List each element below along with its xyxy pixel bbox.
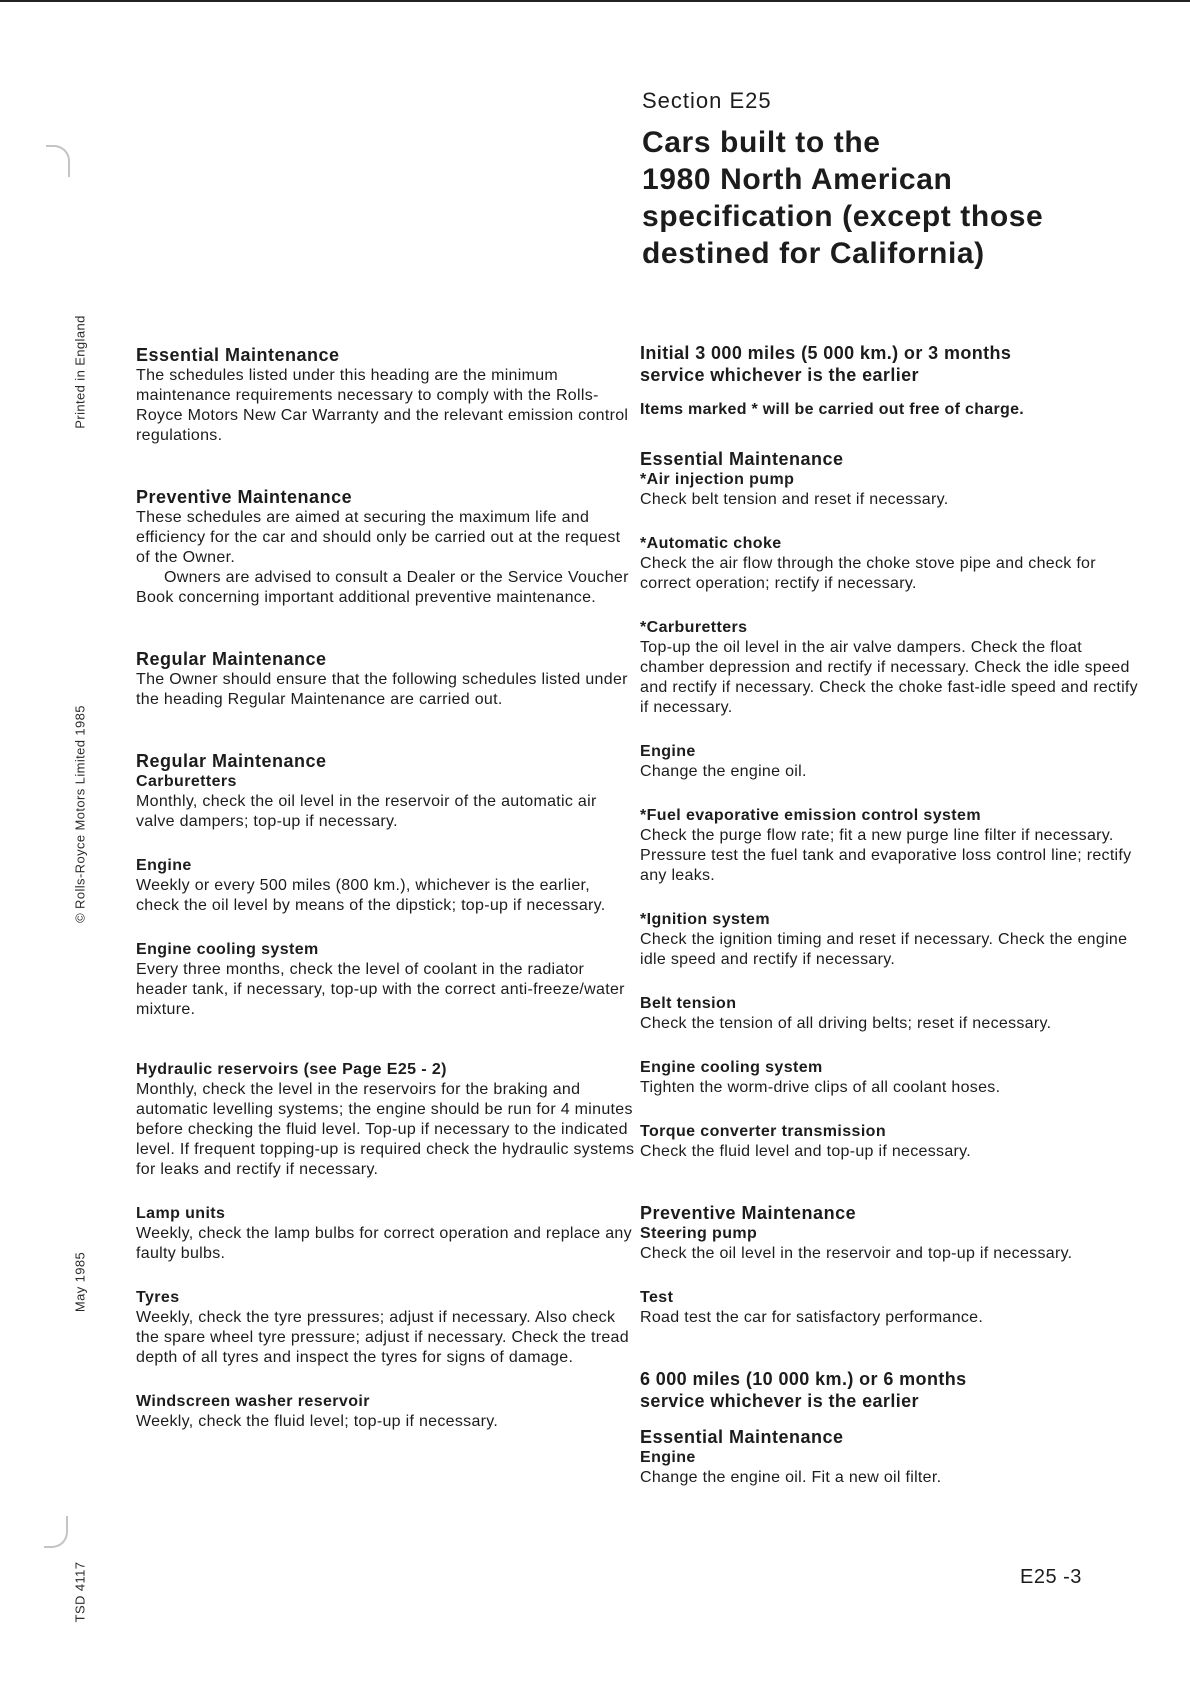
maintenance-item	[640, 618, 1140, 718]
item-title: Engine	[640, 743, 696, 760]
maintenance-item	[640, 1058, 1140, 1098]
item-text: Check the ignition timing and reset if necessary. Check the engine idle speed and rectify if necessary.	[640, 931, 1128, 968]
page-number: E25 -3	[1020, 1566, 1082, 1588]
title-line: Cars built to the	[642, 126, 881, 159]
maintenance-item	[136, 1204, 636, 1264]
date-label: May 1985	[72, 1251, 88, 1313]
section-heading: Preventive Maintenance	[136, 487, 353, 507]
item-text: Check the tension of all driving belts; reset if necessary.	[640, 1015, 1052, 1032]
item-title: Engine cooling system	[136, 941, 319, 958]
item-text: Weekly, check the tyre pressures; adjust if necessary. Also check the spare wheel tyre pressure; adjust if necessary. Check the tread depth of all tyres and inspect the tyres for signs of damage.	[136, 1309, 629, 1366]
maintenance-item	[640, 742, 1140, 782]
section-heading: Essential Maintenance	[640, 1427, 844, 1447]
maintenance-item	[136, 1060, 636, 1180]
regular-maintenance-intro	[136, 648, 636, 710]
interval-line: Initial 3 000 miles (5 000 km.) or 3 months	[640, 343, 1012, 363]
item-title: *Carburetters	[640, 619, 748, 636]
item-title: *Ignition system	[640, 911, 770, 928]
copyright-label: © Rolls-Royce Motors Limited 1985	[72, 705, 88, 923]
item-text: Check the fluid level and top-up if necessary.	[640, 1143, 972, 1160]
regular-maintenance-section	[136, 750, 636, 1432]
maintenance-item	[640, 806, 1140, 886]
essential-maintenance-intro	[136, 344, 636, 446]
title-line: specification (except those	[642, 200, 1044, 233]
item-title: Belt tension	[640, 995, 737, 1012]
section-text: These schedules are aimed at securing the maximum life and efficiency for the car and should only be carried out at the request of the Owner.	[136, 509, 621, 566]
item-title: Windscreen washer reservoir	[136, 1393, 370, 1410]
maintenance-item	[136, 1392, 636, 1432]
item-title: *Air injection pump	[640, 471, 795, 488]
item-title: Engine	[136, 857, 192, 874]
item-title: *Fuel evaporative emission control system	[640, 807, 981, 824]
section-label: Section E25	[642, 88, 772, 113]
right-column	[640, 342, 1140, 1512]
item-title: Lamp units	[136, 1205, 226, 1222]
interval-line: service whichever is the earlier	[640, 1391, 919, 1411]
essential-maintenance-section	[640, 1426, 1140, 1488]
maintenance-item	[640, 534, 1140, 594]
item-title: Torque converter transmission	[640, 1123, 887, 1140]
section-heading: Essential Maintenance	[640, 449, 844, 469]
page-top-rule	[0, 0, 1190, 2]
maintenance-item	[640, 994, 1140, 1034]
maintenance-item	[136, 1288, 636, 1368]
item-text: Check the oil level in the reservoir and top-up if necessary.	[640, 1245, 1073, 1262]
service-interval-heading	[640, 1368, 1140, 1412]
maintenance-item	[640, 470, 1140, 510]
item-text: Road test the car for satisfactory performance.	[640, 1309, 984, 1326]
section-text: The Owner should ensure that the following schedules listed under the heading Regular Maintenance are carried out.	[136, 671, 628, 708]
section-header	[642, 88, 1092, 272]
section-heading: Regular Maintenance	[136, 751, 327, 771]
section-heading: Preventive Maintenance	[640, 1203, 857, 1223]
maintenance-item	[136, 940, 636, 1020]
title-line: 1980 North American	[642, 163, 953, 196]
title-line: destined for California)	[642, 237, 985, 270]
maintenance-item	[136, 772, 636, 832]
left-column	[136, 344, 636, 1456]
section-text: Owners are advised to consult a Dealer or the Service Voucher Book concerning important additional preventive maintenance.	[136, 569, 629, 606]
item-text: Weekly, check the lamp bulbs for correct operation and replace any faulty bulbs.	[136, 1225, 632, 1262]
margin-bracket-mark	[46, 145, 70, 177]
item-text: Tighten the worm-drive clips of all coolant hoses.	[640, 1079, 1001, 1096]
item-text: Weekly or every 500 miles (800 km.), whichever is the earlier, check the oil level by means of the dipstick; top-up if necessary.	[136, 877, 606, 914]
item-title: Tyres	[136, 1289, 180, 1306]
service-interval-heading	[640, 342, 1140, 386]
item-text: Monthly, check the oil level in the reservoir of the automatic air valve dampers; top-up if necessary.	[136, 793, 597, 830]
margin-bracket-mark	[44, 1516, 68, 1548]
maintenance-item	[640, 910, 1140, 970]
item-title: Engine	[640, 1449, 696, 1466]
tsd-label: TSD 4117	[72, 1561, 88, 1623]
item-text: Check the purge flow rate; fit a new purge line filter if necessary. Pressure test the fuel tank and evaporative loss control line; rectify any leaks.	[640, 827, 1132, 884]
item-text: Check belt tension and reset if necessary.	[640, 491, 949, 508]
maintenance-item	[640, 1448, 1140, 1488]
preventive-maintenance-section	[640, 1202, 1140, 1328]
item-title: Carburetters	[136, 773, 237, 790]
maintenance-item	[640, 1122, 1140, 1162]
section-text: The schedules listed under this heading are the minimum maintenance requirements necessary to comply with the Rolls-Royce Motors New Car Warranty and the relevant emission control regulations.	[136, 367, 629, 444]
item-text: Change the engine oil.	[640, 763, 807, 780]
item-title: *Automatic choke	[640, 535, 782, 552]
interval-line: service whichever is the earlier	[640, 365, 919, 385]
section-heading: Essential Maintenance	[136, 345, 340, 365]
item-text: Every three months, check the level of coolant in the radiator header tank, if necessary, top-up with the correct anti-freeze/water mixture.	[136, 961, 625, 1018]
item-title: Hydraulic reservoirs (see Page E25 - 2)	[136, 1061, 447, 1078]
maintenance-item	[640, 1288, 1140, 1328]
item-title: Steering pump	[640, 1225, 758, 1242]
printed-in-label: Printed in England	[72, 315, 88, 429]
item-text: Change the engine oil. Fit a new oil filter.	[640, 1469, 942, 1486]
interval-line: 6 000 miles (10 000 km.) or 6 months	[640, 1369, 967, 1389]
item-text: Top-up the oil level in the air valve dampers. Check the float chamber depression and rectify if necessary. Check the idle speed and rectify if necessary. Check the choke fast-idle speed and rectify if necessary.	[640, 639, 1138, 716]
essential-maintenance-section	[640, 448, 1140, 1162]
item-title: Test	[640, 1289, 674, 1306]
item-text: Check the air flow through the choke stove pipe and check for correct operation; rectify if necessary.	[640, 555, 1096, 592]
preventive-maintenance-intro	[136, 486, 636, 608]
item-text: Monthly, check the level in the reservoirs for the braking and automatic levelling systems; the engine should be run for 4 minutes before checking the fluid level. Top-up if necessary to the indicated level. If frequent topping-up is required check the hydraulic systems for leaks and rectify if necessary.	[136, 1081, 635, 1178]
maintenance-item	[136, 856, 636, 916]
free-of-charge-note: Items marked * will be carried out free of charge.	[640, 401, 1025, 418]
page-title	[642, 124, 1092, 272]
item-title: Engine cooling system	[640, 1059, 823, 1076]
item-text: Weekly, check the fluid level; top-up if necessary.	[136, 1413, 499, 1430]
section-heading: Regular Maintenance	[136, 649, 327, 669]
maintenance-item	[640, 1224, 1140, 1264]
